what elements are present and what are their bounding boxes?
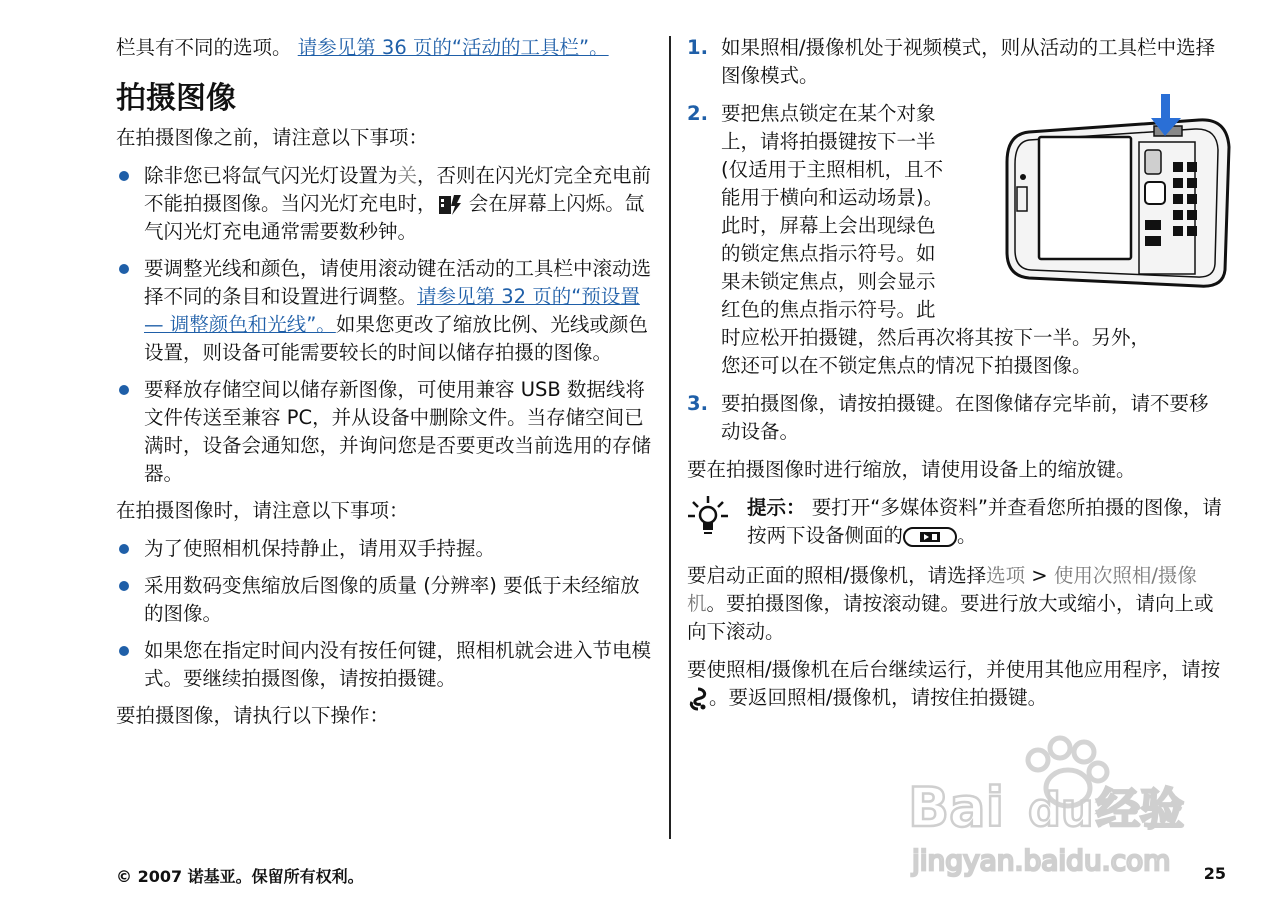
intro-text: 栏具有不同的选项。 [116,36,292,59]
step-text: 红色的焦点指示符号。此 [721,298,936,321]
intro-paragraph [116,34,656,62]
front-camera-paragraph [687,562,1227,646]
list-item [116,637,656,693]
paragraph-text: 。要拍摄图像，请按滚动键。要进行放大或缩小，请向上或向下滚动。 [687,592,1214,643]
list-item [116,162,656,246]
during-label: 在拍摄图像时，请注意以下事项： [116,499,409,522]
before-label: 在拍摄图像之前，请注意以下事项： [116,126,429,149]
step-text: 能用于横向和运动场景)。 [721,186,944,209]
bullet-text: 如果您更改了缩放比例、光线或颜色设置，则设备可能需要较长的时间以储存拍摄的图像。 [144,313,648,364]
tip-text: 要打开“多媒体资料”并查看您所拍摄的图像，请按两下设备侧面的 [747,496,1222,547]
step-text: (仅适用于主照相机，且不 [721,158,944,181]
bullet-text: 要释放存储空间以储存新图像，可使用兼容 USB 数据线将文件传送至兼容 PC，并从设备中删除文件。当存储空间已满时，设备会通知您，并询问您是否要更改当前选用的存储器。 [144,378,652,485]
svg-text:Bai: Bai [908,776,1005,839]
step-number: 3. [687,392,708,415]
paragraph-text: 。要返回照相/摄像机，请按住拍摄键。 [709,686,1048,709]
step-item [687,34,1227,90]
bullet-text: 会在屏幕上闪烁。氙气闪光灯充电通常需要数秒钟。 [144,192,645,243]
menu-separator: > [1025,564,1054,587]
color-light-page-link[interactable]: 请参见第 32 页的“预设置 — 调整颜色和光线”。 [144,285,640,336]
list-item [116,255,656,367]
phone-shutter-illustration [999,92,1233,292]
bullet-text: 为了使照相机保持静止，请用双手持握。 [144,537,496,560]
bullet-text: 要调整光线和颜色，请使用滚动键在活动的工具栏中滚动选择不同的条目和设置进行调整。 [144,257,652,308]
during-list [116,535,656,693]
step-text: 您还可以在不锁定焦点的情况下拍摄图像。 [721,354,1092,377]
list-item [116,572,656,628]
tip-label: 提示： [747,496,806,519]
flash-off-option: 关 [397,164,418,187]
toolbar-page-link[interactable]: 请参见第 36 页的“活动的工具栏”。 [297,36,609,59]
step-text: 果未锁定焦点，则会显示 [721,270,936,293]
paragraph-text: 要使照相/摄像机在后台继续运行，并使用其他应用程序，请按 [687,658,1221,681]
step-text: 要拍摄图像，请按拍摄键。在图像储存完毕前，请不要移动设备。 [721,392,1209,443]
step-text: 此时，屏幕上会出现绿色 [721,214,936,237]
svg-text:du: du [1028,783,1094,837]
before-list [116,162,656,488]
menu-key-icon [687,687,709,711]
svg-text:jingyan.baidu.com: jingyan.baidu.com [912,844,1171,877]
step-text: 要把焦点锁定在某个对象 [721,102,936,125]
steps-label: 要拍摄图像，请执行以下操作： [116,704,390,727]
lightbulb-tip-icon [687,494,729,536]
column-divider [669,36,671,839]
copyright-footer: © 2007 诺基亚。保留所有权利。 [116,867,364,886]
bullet-text: 除非您已将氙气闪光灯设置为 [144,164,398,187]
left-column [116,34,656,740]
steps-list [687,34,1227,446]
options-menu-item: 选项 [986,564,1026,587]
bullet-text: ，否则在闪光灯完全充电前不能拍摄图像。当闪光灯充电时， [144,164,652,215]
step-number: 2. [687,102,708,125]
background-paragraph [687,656,1227,712]
step-text: 上，请将拍摄键按下一半 [721,130,936,153]
gallery-key-icon [903,526,957,548]
page-number: 25 [1203,864,1226,883]
bullet-text: 如果您在指定时间内没有按任何键，照相机就会进入节电模式。要继续拍摄图像，请按拍摄键。 [144,639,652,690]
list-item [116,376,656,488]
bullet-text: 采用数码变焦缩放后图像的质量 (分辨率) 要低于未经缩放的图像。 [144,574,640,625]
tip-text: 。 [957,524,977,547]
step-item [687,390,1227,446]
secondary-camera-menu-item: 使用次照相/摄像机 [687,564,1197,615]
right-column [687,34,1227,722]
step-item [687,100,1227,380]
list-item [116,535,656,563]
step-text: 如果照相/摄像机处于视频模式，则从活动的工具栏中选择图像模式。 [721,36,1216,87]
svg-text:经验: 经验 [1096,784,1184,835]
step-text: 的锁定焦点指示符号。如 [721,242,936,265]
section-heading: 拍摄图像 [116,81,236,116]
step-number: 1. [687,36,708,59]
zoom-paragraph: 要在拍摄图像时进行缩放，请使用设备上的缩放键。 [687,458,1136,481]
baidu-jingyan-watermark [898,728,1198,888]
tip-box [687,494,1227,550]
flash-charging-icon [437,193,463,217]
paragraph-text: 要启动正面的照相/摄像机，请选择 [687,564,987,587]
step-text: 时应松开拍摄键，然后再次将其按下一半。另外， [721,326,1151,349]
